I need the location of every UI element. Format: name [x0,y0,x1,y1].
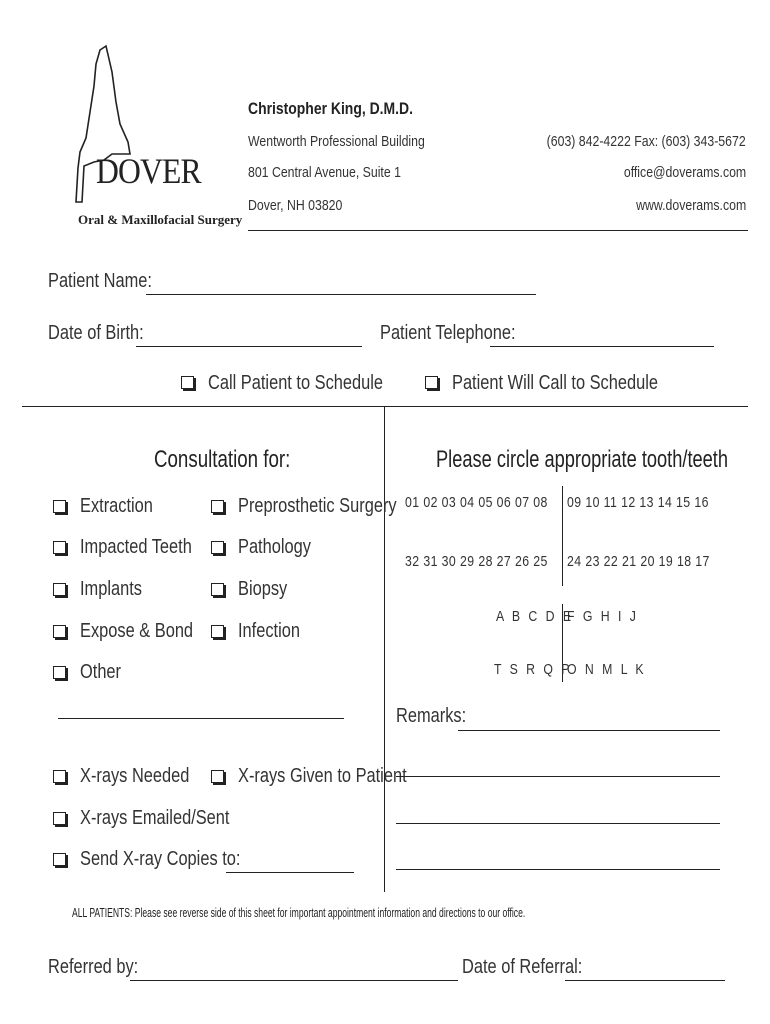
patient-telephone-field[interactable] [490,346,714,347]
header-rule [248,230,748,231]
primary-lower-right[interactable]: O N M L K [567,661,647,678]
extraction-checkbox[interactable] [53,500,66,513]
impacted-teeth-checkbox[interactable] [53,541,66,554]
remarks-field-2[interactable] [396,776,720,777]
address-line-3: Dover, NH 03820 [248,197,343,214]
pathology-checkbox[interactable] [211,541,224,554]
pathology-label: Pathology [238,536,311,558]
phone-fax: (603) 842-4222 Fax: (603) 343-5672 [547,133,746,150]
teeth-title: Please circle appropriate tooth/teeth [436,446,729,473]
send-copies-label: Send X-ray Copies to: [80,848,241,870]
patient-will-call-label: Patient Will Call to Schedule [452,372,659,394]
implants-label: Implants [80,578,142,600]
email: office@doverams.com [623,164,746,181]
website: www.doverams.com [635,197,746,214]
patient-name-label: Patient Name: [48,270,152,292]
dob-field[interactable] [136,346,362,347]
remarks-field-1[interactable] [458,730,720,731]
xrays-given-checkbox[interactable] [211,770,224,783]
patient-name-field[interactable] [146,294,536,295]
date-of-referral-field[interactable] [565,980,725,981]
expose-bond-checkbox[interactable] [53,625,66,638]
biopsy-label: Biopsy [238,578,288,600]
xrays-given-label: X-rays Given to Patient [238,765,407,787]
dob-label: Date of Birth: [48,322,144,344]
date-of-referral-label: Date of Referral: [462,956,583,978]
all-patients-notice: ALL PATIENTS: Please see reverse side of this sheet for important appointment information and directions to our office. [72,905,526,920]
send-copies-field[interactable] [226,872,354,873]
lower-left-teeth[interactable]: 32 31 30 29 28 27 26 25 [405,553,548,570]
remarks-field-3[interactable] [396,823,720,824]
send-copies-checkbox[interactable] [53,853,66,866]
infection-checkbox[interactable] [211,625,224,638]
remarks-label: Remarks: [396,705,467,727]
upper-left-teeth[interactable]: 01 02 03 04 05 06 07 08 [405,494,548,511]
patient-telephone-label: Patient Telephone: [380,322,516,344]
address-line-2: 801 Central Avenue, Suite 1 [248,164,401,181]
implants-checkbox[interactable] [53,583,66,596]
infection-label: Infection [238,620,300,642]
logo-subtitle: Oral & Maxillofacial Surgery [78,212,243,227]
primary-upper-left[interactable]: A B C D E [496,608,574,625]
xrays-needed-label: X-rays Needed [80,765,190,787]
upper-right-teeth[interactable]: 09 10 11 12 13 14 15 16 [567,494,709,511]
xrays-needed-checkbox[interactable] [53,770,66,783]
extraction-label: Extraction [80,495,153,517]
primary-lower-left[interactable]: T S R Q P [494,661,572,678]
impacted-teeth-label: Impacted Teeth [80,536,192,558]
address-line-1: Wentworth Professional Building [248,133,425,150]
preprosthetic-surgery-checkbox[interactable] [211,500,224,513]
section-divider [22,406,748,407]
consultation-title: Consultation for: [154,446,291,473]
referred-by-field[interactable] [130,980,458,981]
other-checkbox[interactable] [53,666,66,679]
call-patient-checkbox[interactable] [181,376,194,389]
xrays-emailed-label: X-rays Emailed/Sent [80,807,230,829]
other-field[interactable] [58,718,344,719]
remarks-field-4[interactable] [396,869,720,870]
logo-name: DOVER [96,151,201,191]
biopsy-checkbox[interactable] [211,583,224,596]
doctor-name: Christopher King, D.M.D. [248,99,413,118]
other-label: Other [80,661,122,683]
call-patient-label: Call Patient to Schedule [208,372,384,394]
teeth-midline [562,486,563,586]
column-divider [384,406,385,892]
expose-bond-label: Expose & Bond [80,620,194,642]
primary-upper-right[interactable]: F G H I J [567,608,639,625]
referred-by-label: Referred by: [48,956,139,978]
preprosthetic-surgery-label: Preprosthetic Surgery [238,495,397,517]
lower-right-teeth[interactable]: 24 23 22 21 20 19 18 17 [567,553,710,570]
patient-will-call-checkbox[interactable] [425,376,438,389]
xrays-emailed-checkbox[interactable] [53,812,66,825]
